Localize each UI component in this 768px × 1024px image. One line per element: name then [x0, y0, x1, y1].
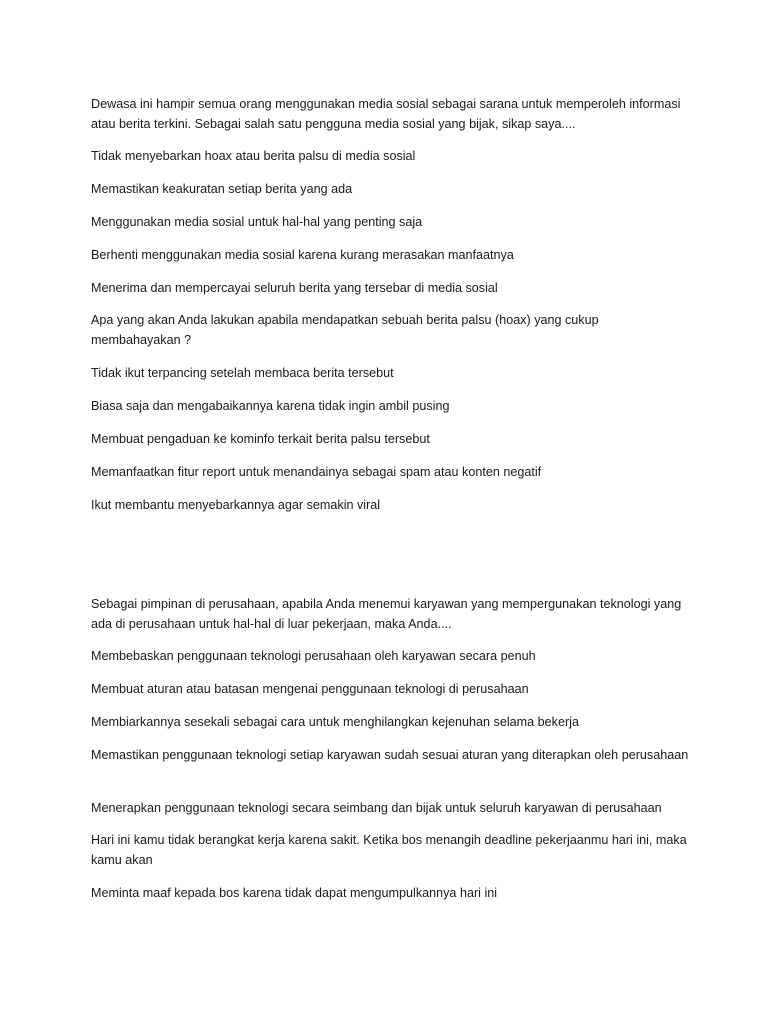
question-2-text: Apa yang akan Anda lakukan apabila mendapatkan sebuah berita palsu (hoax) yang cukup membahayakan ?: [91, 313, 599, 347]
option-3b: Membuat aturan atau batasan mengenai penggunaan teknologi di perusahaan: [91, 682, 529, 696]
option-1e: Menerima dan mempercayai seluruh berita yang tersebar di media sosial: [91, 281, 498, 295]
option-2d: Memanfaatkan fitur report untuk menandainya sebagai spam atau konten negatif: [91, 465, 542, 479]
option-3e: Menerapkan penggunaan teknologi secara seimbang dan bijak untuk seluruh karyawan di perusahaan: [91, 801, 662, 815]
question-4-text: Hari ini kamu tidak berangkat kerja karena sakit. Ketika bos menangih deadline pekerjaanmu hari ini, maka kamu akan: [91, 833, 687, 867]
option-2a: Tidak ikut terpancing setelah membaca berita tersebut: [91, 366, 394, 380]
option-3a: Membebaskan penggunaan teknologi perusahaan oleh karyawan secara penuh: [91, 649, 536, 663]
option-4a: Meminta maaf kepada bos karena tidak dapat mengumpulkannya hari ini: [91, 886, 498, 900]
option-3c: Membiarkannya sesekali sebagai cara untuk menghilangkan kejenuhan selama bekerja: [91, 715, 579, 729]
option-3d: Memastikan penggunaan teknologi setiap karyawan sudah sesuai aturan yang diterapkan oleh perusahaan: [91, 748, 689, 762]
option-1a: Tidak menyebarkan hoax atau berita palsu di media sosial: [91, 149, 416, 163]
option-1c: Menggunakan media sosial untuk hal-hal yang penting saja: [91, 215, 423, 229]
question-1-text: Dewasa ini hampir semua orang menggunakan media sosial sebagai sarana untuk memperoleh informasi atau berita terkini. Sebagai salah satu pengguna media sosial yang bijak, sikap saya....: [91, 97, 681, 131]
option-2e: Ikut membantu menyebarkannya agar semakin viral: [91, 498, 381, 512]
question-3-text: Sebagai pimpinan di perusahaan, apabila Anda menemui karyawan yang mempergunakan teknologi yang ada di perusahaan untuk hal-hal di luar pekerjaan, maka Anda....: [91, 597, 682, 631]
option-2b: Biasa saja dan mengabaikannya karena tidak ingin ambil pusing: [91, 399, 450, 413]
option-2c: Membuat pengaduan ke kominfo terkait berita palsu tersebut: [91, 432, 430, 446]
option-1b: Memastikan keakuratan setiap berita yang ada: [91, 182, 353, 196]
option-1d: Berhenti menggunakan media sosial karena kurang merasakan manfaatnya: [91, 248, 514, 262]
